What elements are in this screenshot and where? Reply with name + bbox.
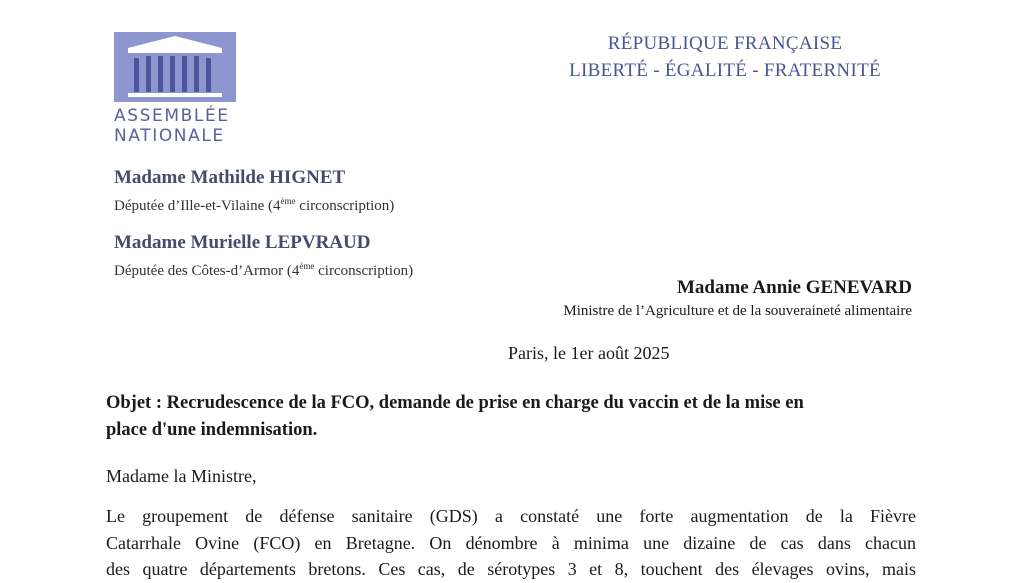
body-line-1: Le groupement de défense sanitaire (GDS) a constaté une forte augmentation de la Fièvre <box>106 506 916 526</box>
sender-role-prefix: Députée des Côtes-d’Armor (4 <box>114 263 300 279</box>
sender-name: Madame Murielle LEPVRAUD <box>114 232 371 253</box>
sender-role-sup: ème <box>280 196 296 206</box>
sender-role <box>114 190 394 217</box>
letter-body <box>106 503 916 583</box>
salutation: Madame la Ministre, <box>106 466 257 486</box>
logo-line-2: NATIONALE <box>114 126 225 146</box>
republic-motto: LIBERTÉ - ÉGALITÉ - FRATERNITÉ <box>569 60 881 81</box>
body-line-3: des quatre départements bretons. Ces cas, de sérotypes 3 et 8, touchent des élevages ovins, mais <box>106 559 916 579</box>
sender-role-suffix: circonscription) <box>314 263 414 279</box>
letter-date: Paris, le 1er août 2025 <box>508 343 670 363</box>
sender-role <box>114 255 413 282</box>
assemblee-nationale-logo <box>114 32 244 146</box>
subject-line-1: Objet : Recrudescence de la FCO, demande de prise en charge du vaccin et de la mise en <box>106 393 804 413</box>
sender-role-sup: ème <box>299 261 315 271</box>
recipient-block <box>563 276 912 322</box>
sender-block-1 <box>114 166 394 217</box>
republic-header <box>520 30 930 84</box>
republic-title: RÉPUBLIQUE FRANÇAISE <box>607 33 843 54</box>
logo-line-1: ASSEMBLÉE <box>114 106 230 126</box>
recipient-name: Madame Annie GENEVARD <box>676 277 912 298</box>
assemblee-nationale-emblem-icon <box>114 32 236 102</box>
sender-name: Madame Mathilde HIGNET <box>114 167 346 188</box>
sender-role-suffix: circonscription) <box>295 198 395 214</box>
sender-block-2 <box>114 231 413 282</box>
recipient-role: Ministre de l’Agriculture et de la souveraineté alimentaire <box>563 303 912 319</box>
subject-line-2: place d'une indemnisation. <box>106 420 318 440</box>
body-line-2: Catarrhale Ovine (FCO) en Bretagne. On dénombre à minima une dizaine de cas dans chacun <box>106 532 916 553</box>
letter-subject <box>106 390 916 444</box>
sender-role-prefix: Députée d’Ille-et-Vilaine (4 <box>114 198 281 214</box>
logo-wordmark <box>114 106 244 146</box>
